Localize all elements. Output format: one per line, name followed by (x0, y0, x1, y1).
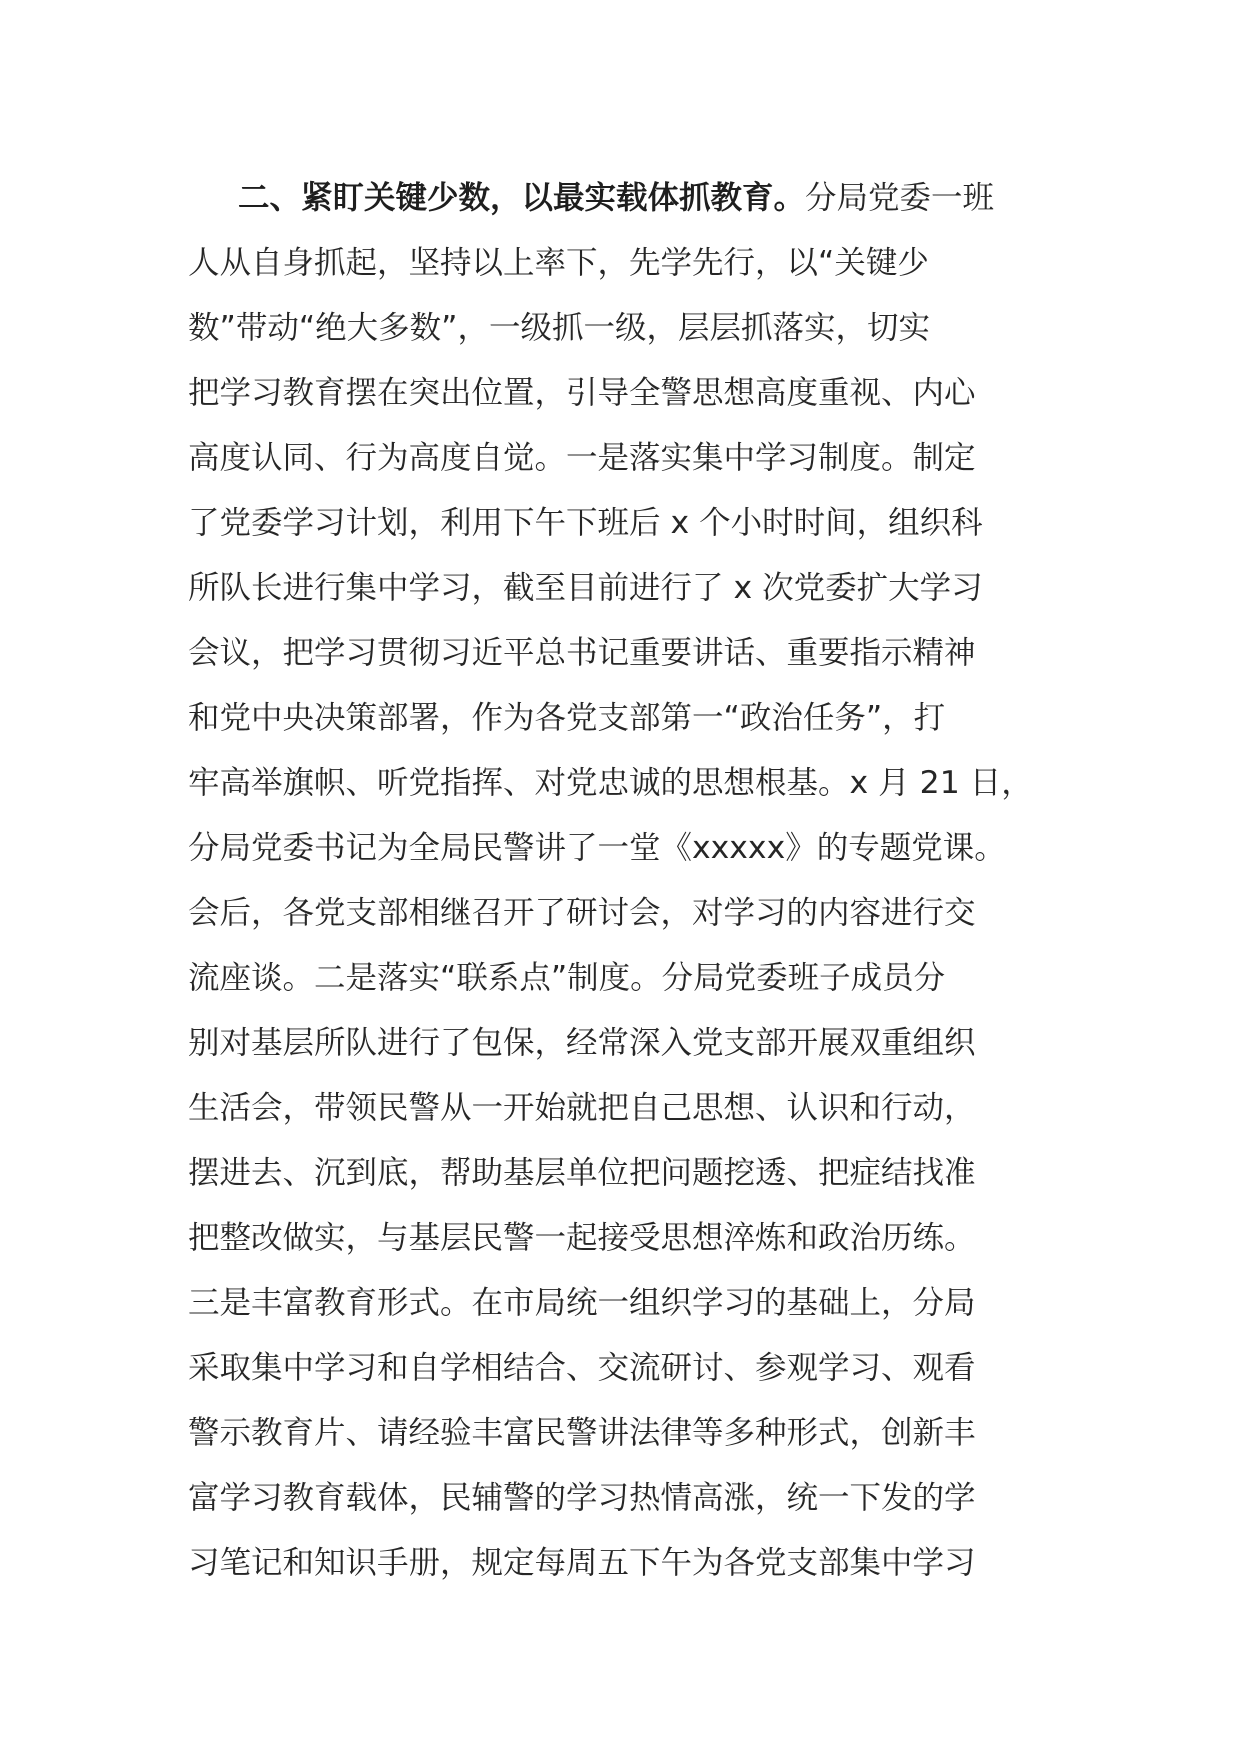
paragraph-line: 和党中央决策部署，作为各党支部第一“政治任务”，打 (188, 700, 946, 736)
paragraph-line: 所队长进行集中学习，截至目前进行了 x 次党委扩大学习 (188, 570, 983, 606)
paragraph-line: 别对基层所队进行了包保，经常深入党支部开展双重组织 (188, 1025, 976, 1061)
paragraph-line: 人从自身抓起，坚持以上率下，先学先行，以“关键少 (188, 245, 929, 281)
paragraph-line: 摆进去、沉到底，帮助基层单位把问题挖透、把症结找准 (188, 1155, 976, 1191)
paragraph-line: 富学习教育载体，民辅警的学习热情高涨，统一下发的学 (188, 1480, 976, 1516)
paragraph-line: 采取集中学习和自学相结合、交流研讨、参观学习、观看 (188, 1350, 976, 1386)
paragraph-line: 牢高举旗帜、听党指挥、对党忠诚的思想根基。x 月 21 日， (188, 765, 1033, 801)
paragraph-line: 警示教育片、请经验丰富民警讲法律等多种形式，创新丰 (188, 1415, 976, 1451)
paragraph-line: 三是丰富教育形式。在市局统一组织学习的基础上，分局 (188, 1285, 976, 1321)
paragraph-line: 数”带动“绝大多数”，一级抓一级，层层抓落实，切实 (188, 310, 930, 346)
paragraph-line: 习笔记和知识手册，规定每周五下午为各党支部集中学习 (188, 1545, 976, 1581)
paragraph-line: 生活会，带领民警从一开始就把自己思想、认识和行动， (188, 1090, 976, 1126)
body-paragraph (188, 166, 1068, 1596)
paragraph-line (188, 166, 1068, 231)
paragraph-line: 分局党委书记为全局民警讲了一堂《xxxxx》的专题党课。 (188, 830, 1006, 866)
section-heading: 二、紧盯关键少数，以最实载体抓教育。 (238, 180, 806, 216)
paragraph-line: 高度认同、行为高度自觉。一是落实集中学习制度。制定 (188, 440, 976, 476)
paragraph-line: 把整改做实，与基层民警一起接受思想淬炼和政治历练。 (188, 1220, 976, 1256)
paragraph-line: 了党委学习计划，利用下午下班后 x 个小时时间，组织科 (188, 505, 983, 541)
paragraph-line: 把学习教育摆在突出位置，引导全警思想高度重视、内心 (188, 375, 976, 411)
paragraph-line: 会后，各党支部相继召开了研讨会，对学习的内容进行交 (188, 895, 976, 931)
paragraph-line: 流座谈。二是落实“联系点”制度。分局党委班子成员分 (188, 960, 946, 996)
paragraph-line: 会议，把学习贯彻习近平总书记重要讲话、重要指示精神 (188, 635, 976, 671)
paragraph-text: 分局党委一班 (805, 180, 995, 216)
